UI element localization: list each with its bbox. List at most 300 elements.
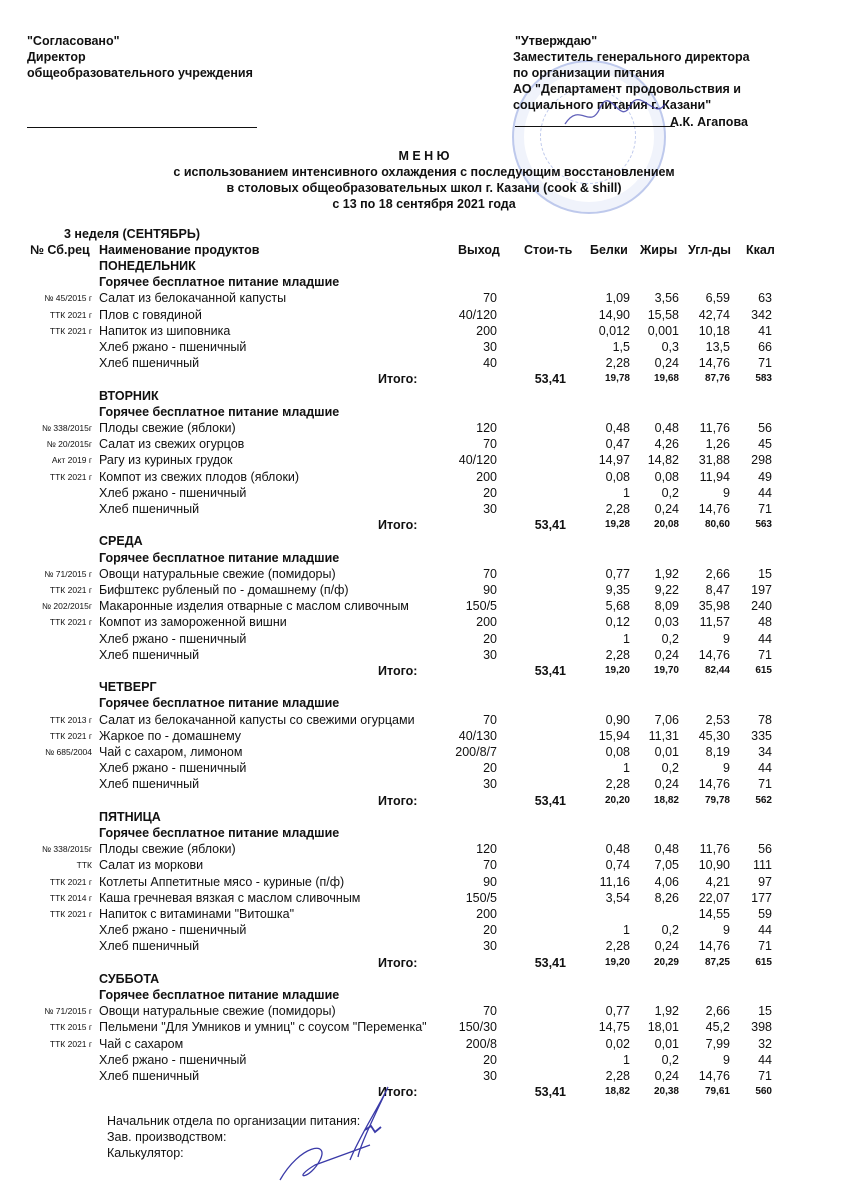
dish-name: Хлеб пшеничный <box>99 647 200 662</box>
total-fat: 18,82 <box>653 794 679 806</box>
portion-output: 30 <box>483 647 497 662</box>
day-heading <box>0 809 848 825</box>
recipe-code: ТТК 2021 г <box>49 1038 92 1049</box>
nutrient-carbs: 14,76 <box>698 647 730 662</box>
nutrient-fat: 11,31 <box>648 728 679 743</box>
total-row <box>0 955 848 971</box>
nutrient-fat: 0,2 <box>661 631 679 646</box>
nutrient-fat: 7,06 <box>654 712 679 727</box>
nutrient-carbs: 13,5 <box>705 340 730 354</box>
table-row <box>0 582 848 598</box>
portion-output: 150/30 <box>458 1020 497 1035</box>
portion-output: 200 <box>476 469 497 484</box>
nutrient-carbs: 14,76 <box>698 939 730 954</box>
dish-name: Каша гречневая вязкая с маслом сливочным <box>99 890 361 905</box>
nutrient-carbs: 1,26 <box>705 437 730 452</box>
nutrient-carbs: 2,66 <box>705 1004 730 1019</box>
meal-subheader <box>0 695 848 711</box>
nutrient-carbs: 14,76 <box>698 502 730 516</box>
total-row <box>0 663 848 679</box>
nutrient-protein: 2,28 <box>605 356 630 371</box>
recipe-code: ТТК 2021 г <box>49 309 92 320</box>
total-row <box>0 793 848 809</box>
nutrient-kcal: 41 <box>758 323 772 338</box>
col-carbs: Угл-ды <box>688 243 731 257</box>
footer-head-of-department: Начальник отдела по организации питания: <box>107 1114 361 1128</box>
recipe-code: № 685/2004 <box>45 747 92 757</box>
nutrient-kcal: 71 <box>758 1069 772 1083</box>
meal-subheader <box>0 404 848 420</box>
nutrient-fat: 0,01 <box>654 1036 679 1051</box>
nutrient-kcal: 298 <box>751 453 772 468</box>
recipe-code: ТТК 2013 г <box>49 714 92 725</box>
dish-name: Хлеб ржано - пшеничный <box>99 1052 247 1067</box>
nutrient-protein: 2,28 <box>605 502 630 516</box>
approval-left <box>27 33 253 81</box>
total-kcal: 583 <box>755 373 772 385</box>
signature-line-left <box>27 127 257 128</box>
nutrient-kcal: 66 <box>758 340 772 354</box>
total-carbs: 87,25 <box>704 956 730 968</box>
dish-name: Чай с сахаром, лимоном <box>99 745 243 759</box>
nutrient-fat: 0,2 <box>661 761 679 776</box>
nutrient-fat: 4,06 <box>654 874 679 889</box>
nutrient-kcal: 48 <box>758 615 772 630</box>
dish-name: Котлеты Аппетитные мясо - куриные (п/ф) <box>99 874 345 889</box>
nutrient-carbs: 22,07 <box>698 890 730 905</box>
table-row <box>0 485 848 501</box>
portion-output: 40/120 <box>458 453 497 468</box>
nutrient-fat: 3,56 <box>654 291 679 306</box>
approval-right-line2: по организации питания <box>513 66 665 80</box>
total-row <box>0 517 848 533</box>
total-label: Итого: <box>378 793 418 808</box>
dish-name: Хлеб ржано - пшеничный <box>99 631 247 646</box>
table-header <box>0 242 848 258</box>
meal-subheader <box>0 550 848 566</box>
day-heading <box>0 533 848 549</box>
total-carbs: 87,76 <box>704 373 730 385</box>
nutrient-fat: 0,24 <box>654 777 679 792</box>
portion-output: 70 <box>483 437 497 452</box>
nutrient-fat: 7,05 <box>654 858 679 873</box>
nutrient-kcal: 71 <box>758 502 772 516</box>
dish-name: Компот из замороженной вишни <box>99 615 287 630</box>
recipe-code: ТТК 2021 г <box>49 325 92 336</box>
dish-name: Пельмени "Для Умников и умниц" с соусом "Переменка" <box>99 1020 427 1035</box>
nutrient-fat: 1,92 <box>654 566 679 581</box>
nutrient-carbs: 31,88 <box>698 453 730 468</box>
nutrient-protein: 0,48 <box>605 842 630 857</box>
nutrient-protein: 14,97 <box>598 453 630 468</box>
dish-name: Плов с говядиной <box>99 307 202 322</box>
table-row <box>0 744 848 760</box>
table-row <box>0 1003 848 1019</box>
portion-output: 40 <box>483 356 497 371</box>
nutrient-fat: 4,26 <box>654 437 679 452</box>
recipe-code: № 71/2015 г <box>44 568 92 579</box>
nutrient-carbs: 11,76 <box>699 842 730 857</box>
portion-output: 200/8/7 <box>455 745 497 759</box>
table-row <box>0 712 848 728</box>
footer-calculator: Калькулятор: <box>107 1146 184 1160</box>
portion-output: 70 <box>483 1004 497 1019</box>
nutrient-protein: 9,35 <box>605 583 630 597</box>
nutrient-protein: 0,08 <box>605 745 630 759</box>
dish-name: Хлеб ржано - пшеничный <box>99 340 247 354</box>
meal-type: Горячее бесплатное питание младшие <box>99 696 340 711</box>
table-row <box>0 906 848 922</box>
nutrient-kcal: 59 <box>758 907 772 921</box>
table-row <box>0 728 848 744</box>
approval-left-line1: Директор <box>27 50 86 64</box>
col-protein: Белки <box>590 243 628 257</box>
portion-output: 30 <box>483 340 497 354</box>
nutrient-protein: 1 <box>623 631 630 646</box>
recipe-code: ТТК 2015 г <box>49 1022 92 1033</box>
dish-name: Напиток с витаминами "Витошка" <box>99 907 295 921</box>
nutrient-carbs: 6,59 <box>705 291 730 306</box>
table-row <box>0 922 848 938</box>
table-row <box>0 776 848 792</box>
nutrient-carbs: 9 <box>723 923 730 938</box>
nutrient-protein: 5,68 <box>605 599 630 614</box>
dish-name: Овощи натуральные свежие (помидоры) <box>99 1004 336 1019</box>
total-cost: 53,41 <box>534 955 566 970</box>
portion-output: 20 <box>483 485 497 500</box>
table-row <box>0 436 848 452</box>
portion-output: 70 <box>483 566 497 581</box>
nutrient-kcal: 56 <box>758 842 772 857</box>
nutrient-carbs: 11,57 <box>699 615 730 630</box>
nutrient-carbs: 8,47 <box>705 583 730 597</box>
nutrient-protein: 3,54 <box>605 890 630 905</box>
nutrient-protein: 2,28 <box>605 777 630 792</box>
portion-output: 120 <box>476 842 497 857</box>
portion-output: 200 <box>476 323 497 338</box>
menu-title: М Е Н Ю <box>398 149 450 163</box>
day-name: СУББОТА <box>99 971 160 986</box>
nutrient-protein: 0,48 <box>605 421 630 435</box>
total-carbs: 79,61 <box>704 1086 730 1098</box>
nutrient-carbs: 2,66 <box>705 566 730 581</box>
dish-name: Хлеб пшеничный <box>99 777 200 792</box>
nutrient-fat: 0,24 <box>654 1069 679 1083</box>
portion-output: 20 <box>483 1052 497 1067</box>
approval-right-line3: АО "Департамент продовольствия и <box>513 82 741 96</box>
approval-left-line2: общеобразовательного учреждения <box>27 66 253 80</box>
dish-name: Плоды свежие (яблоки) <box>99 842 236 857</box>
total-label: Итого: <box>378 1085 418 1100</box>
day-name: ВТОРНИК <box>99 388 159 403</box>
dish-name: Жаркое по - домашнему <box>99 728 242 743</box>
total-cost: 53,41 <box>534 372 566 387</box>
nutrient-fat: 9,22 <box>654 583 679 597</box>
nutrient-kcal: 44 <box>758 761 772 776</box>
meal-subheader <box>0 987 848 1003</box>
nutrient-carbs: 7,99 <box>705 1036 730 1051</box>
portion-output: 20 <box>483 923 497 938</box>
table-row <box>0 874 848 890</box>
nutrient-protein: 0,08 <box>605 469 630 484</box>
nutrient-fat: 0,01 <box>654 745 679 759</box>
footer-signature-icon <box>260 1085 390 1185</box>
table-row <box>0 631 848 647</box>
nutrient-protein: 0,74 <box>605 858 630 873</box>
nutrient-protein: 15,94 <box>598 728 630 743</box>
nutrient-carbs: 9 <box>723 761 730 776</box>
portion-output: 70 <box>483 712 497 727</box>
recipe-code: ТТК <box>76 860 92 871</box>
total-protein: 19,20 <box>604 956 630 968</box>
portion-output: 40/130 <box>458 728 497 743</box>
table-row <box>0 760 848 776</box>
nutrient-protein: 1 <box>623 1052 630 1067</box>
meal-type: Горячее бесплатное питание младшие <box>99 275 340 290</box>
portion-output: 70 <box>483 291 497 306</box>
table-row <box>0 1052 848 1068</box>
total-cost: 53,41 <box>534 664 566 678</box>
nutrient-fat: 0,2 <box>661 1052 679 1067</box>
nutrient-kcal: 49 <box>758 469 772 484</box>
nutrient-kcal: 71 <box>758 777 772 792</box>
nutrient-carbs: 45,30 <box>698 728 730 743</box>
table-row <box>0 1019 848 1035</box>
total-fat: 19,68 <box>653 373 679 385</box>
total-cost: 53,41 <box>534 793 566 808</box>
nutrient-protein: 1,09 <box>605 291 630 306</box>
dish-name: Хлеб пшеничный <box>99 1069 200 1083</box>
table-row <box>0 647 848 663</box>
table-row <box>0 420 848 436</box>
total-fat: 20,08 <box>653 519 679 531</box>
nutrient-kcal: 240 <box>751 599 772 614</box>
dish-name: Макаронные изделия отварные с маслом сливочным <box>99 599 409 614</box>
col-kcal: Ккал <box>746 243 775 257</box>
table-row <box>0 355 848 371</box>
nutrient-carbs: 11,94 <box>699 469 730 484</box>
total-protein: 19,28 <box>604 519 630 531</box>
portion-output: 30 <box>483 502 497 516</box>
nutrient-fat: 0,08 <box>654 469 679 484</box>
portion-output: 150/5 <box>465 599 497 614</box>
dish-name: Хлеб ржано - пшеничный <box>99 923 247 938</box>
day-name: ПОНЕДЕЛЬНИК <box>99 259 196 273</box>
nutrient-protein: 1 <box>623 923 630 938</box>
nutrient-fat: 8,09 <box>654 599 679 614</box>
portion-output: 120 <box>476 421 497 435</box>
nutrient-fat: 0,001 <box>647 323 679 338</box>
dish-name: Чай с сахаром <box>99 1036 184 1051</box>
nutrient-carbs: 45,2 <box>705 1020 730 1035</box>
recipe-code: № 338/2015г <box>41 423 92 433</box>
recipe-code: № 338/2015г <box>41 844 92 855</box>
total-kcal: 615 <box>755 665 772 676</box>
nutrient-fat: 8,26 <box>654 890 679 905</box>
nutrient-protein: 2,28 <box>605 647 630 662</box>
col-fat: Жиры <box>640 243 678 257</box>
nutrient-kcal: 71 <box>758 939 772 954</box>
dish-name: Напиток из шиповника <box>99 323 231 338</box>
total-label: Итого: <box>378 518 418 533</box>
nutrient-protein: 14,90 <box>598 307 630 322</box>
nutrient-kcal: 177 <box>751 890 772 905</box>
nutrient-protein: 0,90 <box>605 712 630 727</box>
dish-name: Бифштекс рубленый по - домашнему (п/ф) <box>99 583 349 597</box>
dish-name: Салат из свежих огурцов <box>99 437 245 452</box>
recipe-code: Акт 2019 г <box>51 455 92 466</box>
nutrient-kcal: 44 <box>758 631 772 646</box>
col-cost: Стои-ть <box>524 243 573 257</box>
table-row <box>0 469 848 485</box>
table-row <box>0 1036 848 1052</box>
total-cost: 53,41 <box>534 1085 566 1100</box>
table-row <box>0 598 848 614</box>
nutrient-fat: 0,3 <box>661 340 679 354</box>
recipe-code: ТТК 2021 г <box>49 909 92 919</box>
day-heading <box>0 679 848 695</box>
nutrient-protein: 0,77 <box>605 566 630 581</box>
nutrient-carbs: 10,18 <box>698 323 730 338</box>
total-row <box>0 371 848 387</box>
nutrient-carbs: 14,76 <box>698 777 730 792</box>
nutrient-kcal: 111 <box>752 858 772 873</box>
total-cost: 53,41 <box>534 518 566 533</box>
nutrient-fat: 15,58 <box>647 307 679 322</box>
approval-right-line4: социального питания г. Казани" <box>513 98 712 112</box>
recipe-code: ТТК 2014 г <box>49 892 92 903</box>
nutrient-carbs: 2,53 <box>705 712 730 727</box>
portion-output: 90 <box>483 583 497 597</box>
portion-output: 40/120 <box>458 307 497 322</box>
recipe-code: ТТК 2021 г <box>49 471 92 482</box>
nutrient-fat: 0,24 <box>654 939 679 954</box>
table-row <box>0 841 848 857</box>
total-protein: 19,78 <box>604 373 630 385</box>
nutrient-kcal: 15 <box>758 1004 772 1019</box>
table-row <box>0 323 848 339</box>
nutrient-carbs: 14,76 <box>698 1069 730 1083</box>
nutrient-kcal: 97 <box>758 874 772 889</box>
total-carbs: 79,78 <box>704 794 730 806</box>
nutrient-fat: 14,82 <box>647 453 679 468</box>
recipe-code: ТТК 2021 г <box>49 876 92 887</box>
nutrient-fat: 0,24 <box>654 502 679 516</box>
nutrient-kcal: 197 <box>751 583 772 597</box>
table-row <box>0 501 848 517</box>
dish-name: Хлеб ржано - пшеничный <box>99 485 247 500</box>
nutrient-protein: 2,28 <box>605 939 630 954</box>
table-row <box>0 307 848 323</box>
total-kcal: 560 <box>755 1086 772 1098</box>
total-protein: 20,20 <box>604 794 630 806</box>
nutrient-carbs: 8,19 <box>705 745 730 759</box>
nutrient-carbs: 9 <box>723 1052 730 1067</box>
nutrient-protein: 1,5 <box>612 340 630 354</box>
nutrient-fat: 0,24 <box>654 356 679 371</box>
portion-output: 150/5 <box>465 890 497 905</box>
portion-output: 200 <box>476 615 497 630</box>
nutrient-fat: 0,24 <box>654 647 679 662</box>
day-name: ЧЕТВЕРГ <box>99 680 157 695</box>
meal-type: Горячее бесплатное питание младшие <box>99 988 340 1002</box>
total-kcal: 563 <box>755 519 772 531</box>
total-carbs: 82,44 <box>704 665 730 676</box>
total-row <box>0 1084 848 1100</box>
recipe-code: № 20/2015г <box>46 439 92 450</box>
nutrient-protein: 0,012 <box>598 323 630 338</box>
nutrient-carbs: 14,55 <box>698 907 730 921</box>
signature-icon <box>560 96 670 136</box>
dish-name: Салат из моркови <box>99 858 204 873</box>
recipe-code: № 202/2015г <box>41 601 92 612</box>
portion-output: 30 <box>483 939 497 954</box>
nutrient-protein: 0,47 <box>605 437 630 452</box>
portion-output: 200/8 <box>465 1036 497 1051</box>
recipe-code: № 71/2015 г <box>44 1006 92 1017</box>
nutrient-protein: 0,02 <box>605 1036 630 1051</box>
menu-date-range: с 13 по 18 сентября 2021 года <box>332 197 516 211</box>
portion-output: 20 <box>483 761 497 776</box>
day-name: СРЕДА <box>99 534 143 549</box>
nutrient-fat: 0,03 <box>654 615 679 630</box>
day-name: ПЯТНИЦА <box>99 809 161 824</box>
approval-signer: А.К. Агапова <box>670 115 748 129</box>
portion-output: 90 <box>483 874 497 889</box>
nutrient-kcal: 63 <box>758 291 772 306</box>
table-row <box>0 890 848 906</box>
nutrient-kcal: 71 <box>758 356 772 371</box>
table-row <box>0 290 848 306</box>
total-fat: 19,70 <box>653 665 679 676</box>
total-carbs: 80,60 <box>704 519 730 531</box>
table-row <box>0 938 848 954</box>
table-row <box>0 452 848 468</box>
nutrient-kcal: 34 <box>758 745 772 759</box>
table-row <box>0 614 848 630</box>
nutrient-kcal: 45 <box>758 437 772 452</box>
nutrient-protein: 11,16 <box>599 874 630 889</box>
nutrient-carbs: 10,90 <box>698 858 730 873</box>
total-fat: 20,29 <box>653 956 679 968</box>
dish-name: Рагу из куриных грудок <box>99 453 233 468</box>
dish-name: Хлеб пшеничный <box>99 502 200 516</box>
day-heading <box>0 388 848 404</box>
total-label: Итого: <box>378 955 418 970</box>
nutrient-kcal: 56 <box>758 421 772 435</box>
portion-output: 30 <box>483 1069 497 1083</box>
nutrient-kcal: 32 <box>758 1036 772 1051</box>
dish-name: Плоды свежие (яблоки) <box>99 421 236 435</box>
portion-output: 30 <box>483 777 497 792</box>
col-code: № Сб.рец <box>30 243 90 257</box>
portion-output: 70 <box>483 858 497 873</box>
recipe-code: ТТК 2021 г <box>49 617 92 628</box>
table-row <box>0 857 848 873</box>
nutrient-carbs: 4,21 <box>705 874 730 889</box>
day-heading <box>0 971 848 987</box>
nutrient-carbs: 9 <box>723 631 730 646</box>
total-kcal: 562 <box>755 794 772 806</box>
nutrient-fat: 0,2 <box>661 485 679 500</box>
nutrient-kcal: 44 <box>758 485 772 500</box>
nutrient-carbs: 9 <box>723 485 730 500</box>
recipe-code: ТТК 2021 г <box>49 730 92 741</box>
total-fat: 20,38 <box>653 1086 679 1098</box>
nutrient-protein: 14,75 <box>598 1020 630 1035</box>
total-label: Итого: <box>378 664 418 678</box>
menu-subtitle-2: в столовых общеобразовательных школ г. Казани (cook & shill) <box>226 181 622 195</box>
